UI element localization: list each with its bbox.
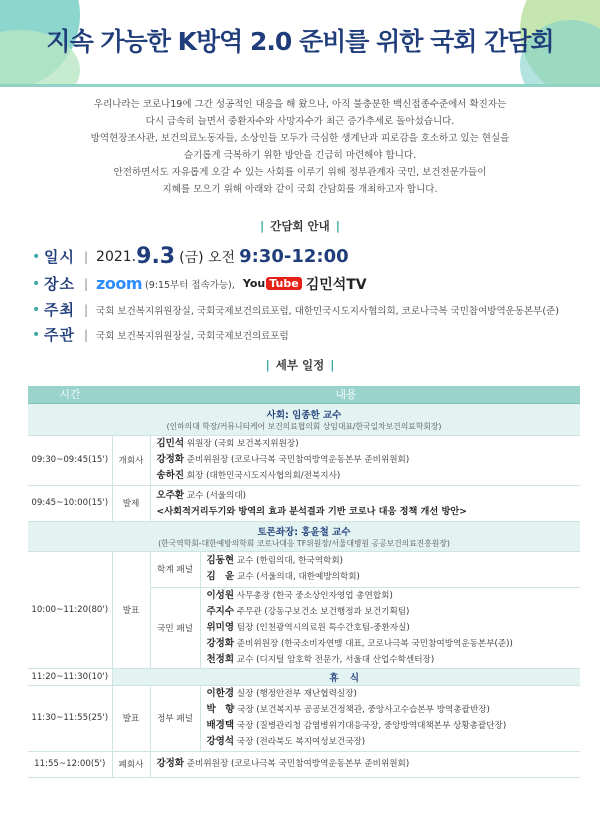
break-row: [28, 668, 580, 685]
list-item: 주지수 주무관 (강동구보건소 보건행정과 보건기획팀): [206, 605, 410, 617]
youtube-channel: 김민석TV: [305, 276, 367, 293]
schedule-heading-text: 세부 일정: [275, 358, 325, 372]
date-prefix: 2021.: [96, 248, 137, 265]
s3-sub2: 국민 패널: [150, 587, 200, 668]
info-place-row: [32, 273, 367, 294]
list-item: 강정화 준비위원장 (코로나극복 국민참여방역운동본부 준비위원회): [156, 454, 410, 465]
table-row: [28, 435, 580, 485]
separator: |: [84, 249, 89, 264]
intro-line: 지혜를 모으기 위해 아래와 같이 국회 간담회를 개최하고자 합니다.: [162, 184, 438, 195]
table-row: [28, 751, 580, 777]
time-value: 9:30-12:00: [239, 246, 349, 267]
list-item: 박 향 국장 (보건복지부 공공보건정책관, 중앙사고수습본부 방역총괄반장): [206, 704, 490, 715]
list-item: 이성원 사무총장 (한국 중소상인자영업 총연합회): [206, 589, 393, 601]
intro-line: 방역현장조사관, 보건의료노동자들, 소상인들 모두가 극심한 생계난과 피로감을 호소하고 있는 현실을: [90, 133, 510, 144]
intro-line: 다시 급속히 늘면서 중환자수와 사망자수가 최근 증가추세로 돌아섰습니다.: [145, 116, 455, 127]
intro-line: 안전하면서도 자유롭게 오갈 수 있는 사회를 이루기 위해 정부관계자 국민, 보건전문가들이: [113, 167, 487, 178]
s1-time: 09:30~09:45(15'): [28, 435, 112, 485]
list-item: 강영석 국장 (전라북도 복지여성보건국장): [206, 736, 366, 747]
chair2-title: 토론좌장: 홍윤철 교수: [257, 526, 351, 538]
table-row: [28, 685, 580, 751]
s5-type: 발표: [112, 685, 150, 751]
list-item: 김 윤 교수 (서울의대, 대한예방의학회): [206, 571, 360, 582]
s5-time: 11:30~11:55(25'): [28, 685, 112, 751]
info-host-row: [32, 299, 559, 320]
bullet-icon: •: [32, 248, 41, 265]
s4-time: 11:20~11:30(10'): [28, 668, 112, 685]
list-item: 강정화 준비위원장 (한국소비자연맹 대표, 코로나극복 국민참여방역운동본부(준)): [206, 637, 513, 649]
date-value: 9.3: [136, 244, 176, 269]
header-divider: [0, 84, 600, 87]
place-label: 장소: [44, 275, 75, 293]
s4-label: 휴 식: [112, 668, 580, 685]
intro-paragraph: [40, 96, 560, 198]
youtube-logo-tube: Tube: [266, 277, 301, 290]
s2-type: 발제: [112, 485, 150, 521]
info-heading-text: 간담회 안내: [270, 219, 330, 233]
table-row: [28, 551, 580, 587]
list-item: 이한경 실장 (행정안전부 재난협력실장): [206, 688, 357, 699]
youtube-logo: [243, 277, 302, 290]
list-item: 김민석 위원장 (국회 보건복지위원장): [156, 438, 299, 449]
s3-time: 10:00~11:20(80'): [28, 551, 112, 668]
bullet-icon: •: [32, 326, 41, 343]
schedule-table: [28, 386, 580, 778]
list-item: 배경택 국장 (질병관리청 감염병위기대응국장, 중앙방역대책본부 상황총괄단장): [206, 720, 507, 731]
s6-time: 11:55~12:00(5'): [28, 751, 112, 777]
presentation-title: <사회적거리두기와 방역의 효과 분석결과 기반 코로나 대응 정책 개선 방안>: [156, 505, 467, 517]
s6-type: 폐회사: [112, 751, 150, 777]
s3-type: 발표: [112, 551, 150, 668]
s3-sub1: 학계 패널: [150, 551, 200, 587]
info-organizer-row: [32, 324, 289, 345]
bullet-icon: •: [32, 275, 41, 292]
list-item: 강정화 준비위원장 (코로나극복 국민참여방역운동본부 준비위원회): [156, 758, 410, 769]
list-item: 오주환 교수 (서울의대): [156, 489, 247, 501]
table-header-row: [28, 386, 580, 403]
date-label: 일시: [44, 248, 75, 266]
s2-time: 09:45~10:00(15'): [28, 485, 112, 521]
separator: |: [84, 327, 89, 342]
chair1-row: [28, 403, 580, 435]
col-time-header: 시간: [28, 386, 112, 403]
chair2-sub: (한국역학회-대한예방의학회 코로나대응 TF위원장/서울대병원 공공보건의료진흥원장): [158, 538, 450, 548]
s5-sub: 정부 패널: [150, 685, 200, 751]
col-content-header: 내용: [112, 386, 580, 403]
list-item: 위미영 팀장 (인천광역시의료원 특수간호팀-중환자실): [206, 621, 410, 633]
zoom-logo: zoom: [96, 274, 143, 293]
page-title: 지속 가능한 K방역 2.0 준비를 위한 국회 간담회: [46, 27, 554, 56]
chair2-row: [28, 521, 580, 551]
list-item: 송하진 회장 (대한민국시도지사협의회/전북지사): [156, 470, 341, 481]
s1-type: 개회사: [112, 435, 150, 485]
host-value: 국회 보건복지위원장실, 국회국제보건의료포럼, 대한민국시도지사협의회, 코로나극복 국민참여방역운동본부(준): [96, 305, 559, 317]
list-item: 김동현 교수 (한림의대, 한국역학회): [206, 555, 343, 566]
info-date-row: [32, 244, 349, 269]
separator: |: [84, 302, 89, 317]
info-heading: | 간담회 안내 |: [260, 219, 340, 233]
organizer-value: 국회 보건복지위원장실, 국회국제보건의료포럼: [96, 330, 289, 342]
zoom-note: (9:15부터 접속가능),: [145, 279, 235, 291]
bullet-icon: •: [32, 301, 41, 318]
intro-line: 슬기롭게 극복하기 위한 방안을 긴급히 마련해야 합니다.: [183, 150, 417, 161]
youtube-logo-you: You: [242, 277, 266, 290]
schedule-heading: | 세부 일정 |: [265, 358, 335, 372]
intro-line: 우리나라는 코로나19에 그간 성공적인 대응을 해 왔으나, 아직 불충분한 백신접종수준에서 확진자는: [93, 99, 507, 110]
chair1-sub: (인하의대 학장/커뮤니티케어 보건의료협의회 상임대표/한국일차보건의료학회장): [166, 421, 442, 431]
separator: |: [84, 276, 89, 291]
organizer-label: 주관: [44, 326, 75, 344]
table-row: [28, 485, 580, 521]
host-label: 주최: [44, 301, 75, 319]
header-banner: [0, 0, 600, 86]
list-item: 천정희 교수 (디지털 암호학 전문가, 서울대 산업수학센터장): [206, 653, 435, 665]
date-day: (금) 오전: [179, 249, 236, 266]
chair1-title: 사회: 임종한 교수: [266, 409, 342, 421]
